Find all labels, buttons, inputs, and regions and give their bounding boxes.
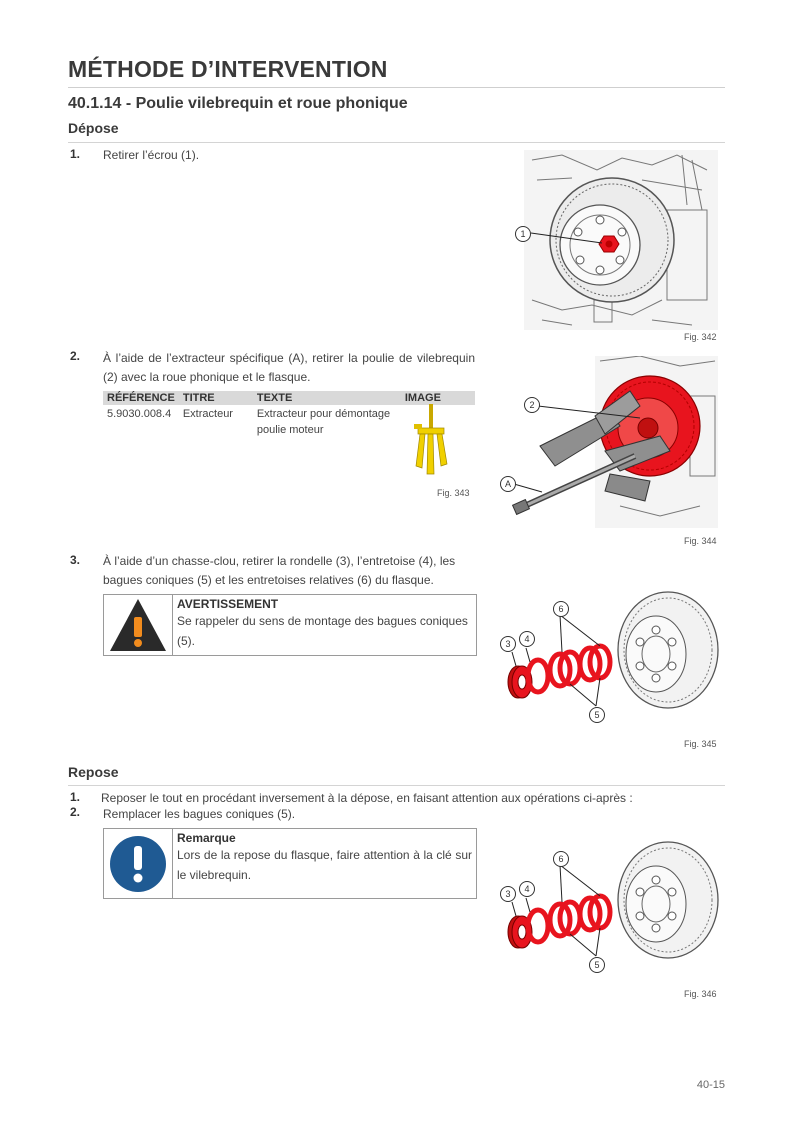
pulley-extractor-illustration xyxy=(500,356,718,528)
note-title: Remarque xyxy=(177,831,236,845)
callout-5: 5 xyxy=(589,707,605,723)
table-header-reference: RÉFÉRENCE xyxy=(103,391,179,405)
figure-344-image xyxy=(500,356,718,528)
repose-step-2-number: 2. xyxy=(70,805,81,819)
tapered-rings-illustration xyxy=(496,580,720,730)
depose-step-3-number: 3. xyxy=(70,553,81,567)
callout-A: A xyxy=(500,476,516,492)
figure-345-caption: Fig. 345 xyxy=(684,739,717,749)
exclamation-circle-icon xyxy=(108,834,168,894)
repose-step-2-text: Remplacer les bagues coniques (5). xyxy=(103,807,296,821)
callout-5-repose: 5 xyxy=(589,957,605,973)
repose-heading: Repose xyxy=(68,764,119,780)
figure-346-caption: Fig. 346 xyxy=(684,989,717,999)
warning-icon-cell xyxy=(104,595,173,655)
callout-3: 3 xyxy=(500,636,516,652)
repose-divider xyxy=(68,785,725,786)
depose-step-1-text: Retirer l’écrou (1). xyxy=(103,148,200,162)
table-header-image: IMAGE xyxy=(401,391,475,405)
depose-step-3-text: À l’aide d’un chasse-clou, retirer la rondelle (3), l’entretoise (4), les bagues coniques (5) et les entretoises relatives (6) du flasque. xyxy=(103,554,456,587)
callout-4-repose: 4 xyxy=(519,881,535,897)
extractor-tool-image xyxy=(412,404,450,478)
repose-step-1-number: 1. xyxy=(70,790,81,804)
page-number: 40-15 xyxy=(696,1079,725,1091)
extractor-tool-icon xyxy=(412,404,450,478)
depose-step-2-text: À l’aide de l’extracteur spécifique (A), retirer la poulie de vilebrequin (2) avec la roue phonique et le flasque. xyxy=(103,351,475,384)
table-cell-texte: Extracteur pour démontage poulie moteur xyxy=(256,408,391,436)
depose-step-1-number: 1. xyxy=(70,147,81,161)
depose-step-2-number: 2. xyxy=(70,349,81,363)
page-title: MÉTHODE D’INTERVENTION xyxy=(68,56,388,82)
table-cell-reference: 5.9030.008.4 xyxy=(107,408,172,420)
callout-6-repose: 6 xyxy=(553,851,569,867)
warning-box xyxy=(103,594,477,656)
callout-2: 2 xyxy=(524,397,540,413)
figure-345-image xyxy=(496,580,720,730)
warning-text: Se rappeler du sens de montage des bagues coniques (5). xyxy=(177,614,468,648)
table-header-titre: TITRE xyxy=(179,391,253,405)
figure-344-caption: Fig. 344 xyxy=(684,536,717,546)
repose-step-1-text: Reposer le tout en procédant inversement à la dépose, en faisant attention aux opérations ci-après : xyxy=(101,791,633,805)
depose-heading: Dépose xyxy=(68,120,119,136)
note-box xyxy=(103,828,477,899)
tapered-rings-illustration-repose xyxy=(496,830,720,980)
note-icon-cell xyxy=(104,829,173,898)
title-divider xyxy=(68,87,725,88)
section-title: 40.1.14 - Poulie vilebrequin et roue phonique xyxy=(68,95,408,112)
table-cell-titre: Extracteur xyxy=(182,408,233,420)
table-header-texte: TEXTE xyxy=(253,391,401,405)
callout-4: 4 xyxy=(519,631,535,647)
note-text: Lors de la repose du flasque, faire attention à la clé sur le vilebrequin. xyxy=(177,848,472,882)
engine-pulley-illustration xyxy=(502,150,718,330)
callout-1: 1 xyxy=(515,226,531,242)
warning-triangle-icon xyxy=(108,597,168,653)
depose-divider xyxy=(68,142,725,143)
callout-6: 6 xyxy=(553,601,569,617)
figure-342-caption: Fig. 342 xyxy=(684,332,717,342)
figure-346-image xyxy=(496,830,720,980)
callout-3-repose: 3 xyxy=(500,886,516,902)
figure-342-image xyxy=(502,150,718,330)
warning-title: AVERTISSEMENT xyxy=(177,597,279,611)
figure-343-caption: Fig. 343 xyxy=(437,488,470,498)
